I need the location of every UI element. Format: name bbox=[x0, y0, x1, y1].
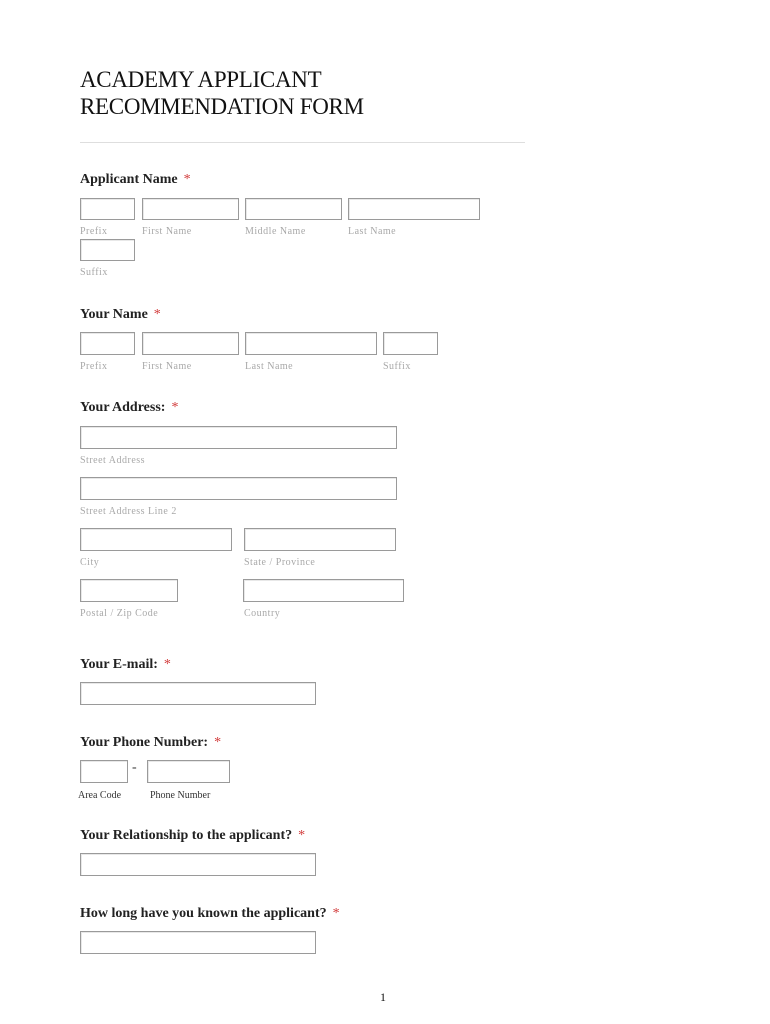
email-label bbox=[80, 657, 171, 673]
your-name-label-text: Your Name bbox=[80, 307, 148, 322]
applicant-prefix-sublabel: Prefix bbox=[80, 226, 108, 237]
required-asterisk: * bbox=[298, 828, 306, 843]
street-address-input[interactable] bbox=[80, 426, 397, 449]
phone-number-input[interactable] bbox=[147, 760, 230, 783]
applicant-middle-name-input[interactable] bbox=[245, 198, 342, 220]
required-asterisk: * bbox=[163, 657, 171, 672]
phone-number-sublabel: Phone Number bbox=[150, 790, 211, 801]
known-duration-label bbox=[80, 906, 340, 922]
your-prefix-sublabel: Prefix bbox=[80, 361, 108, 372]
applicant-middle-name-sublabel: Middle Name bbox=[245, 226, 306, 237]
phone-area-code-input[interactable] bbox=[80, 760, 128, 783]
country-select[interactable] bbox=[243, 579, 404, 602]
applicant-last-name-input[interactable] bbox=[348, 198, 480, 220]
email-label-text: Your E-mail: bbox=[80, 657, 158, 672]
relationship-label bbox=[80, 828, 305, 844]
applicant-first-name-input[interactable] bbox=[142, 198, 239, 220]
city-sublabel: City bbox=[80, 557, 100, 568]
your-last-name-input[interactable] bbox=[245, 332, 377, 355]
required-asterisk: * bbox=[183, 172, 191, 187]
applicant-suffix-input[interactable] bbox=[80, 239, 135, 261]
form-title bbox=[80, 66, 540, 120]
your-suffix-input[interactable] bbox=[383, 332, 438, 355]
address-label-text: Your Address: bbox=[80, 400, 166, 415]
postal-zip-input[interactable] bbox=[80, 579, 178, 602]
your-name-label bbox=[80, 307, 161, 323]
postal-zip-sublabel: Postal / Zip Code bbox=[80, 608, 159, 619]
title-divider bbox=[80, 142, 525, 143]
relationship-input[interactable] bbox=[80, 853, 316, 876]
email-input[interactable] bbox=[80, 682, 316, 705]
state-province-sublabel: State / Province bbox=[244, 557, 316, 568]
applicant-suffix-sublabel: Suffix bbox=[80, 267, 108, 278]
your-first-name-sublabel: First Name bbox=[142, 361, 192, 372]
required-asterisk: * bbox=[171, 400, 179, 415]
address-label bbox=[80, 400, 178, 416]
known-duration-label-text: How long have you known the applicant? bbox=[80, 906, 327, 921]
your-first-name-input[interactable] bbox=[142, 332, 239, 355]
country-sublabel: Country bbox=[244, 608, 281, 619]
required-asterisk: * bbox=[214, 735, 222, 750]
city-input[interactable] bbox=[80, 528, 232, 551]
form-title-line-1: ACADEMY APPLICANT bbox=[80, 67, 322, 92]
street-address-line-2-input[interactable] bbox=[80, 477, 397, 500]
your-last-name-sublabel: Last Name bbox=[245, 361, 294, 372]
required-asterisk: * bbox=[153, 307, 161, 322]
your-suffix-sublabel: Suffix bbox=[383, 361, 411, 372]
required-asterisk: * bbox=[332, 906, 340, 921]
relationship-label-text: Your Relationship to the applicant? bbox=[80, 828, 293, 843]
applicant-last-name-sublabel: Last Name bbox=[348, 226, 397, 237]
street-address-sublabel: Street Address bbox=[80, 455, 146, 466]
state-province-input[interactable] bbox=[244, 528, 396, 551]
known-duration-input[interactable] bbox=[80, 931, 316, 954]
page-number: 1 bbox=[380, 990, 386, 1004]
form-title-line-2: RECOMMENDATION FORM bbox=[80, 94, 364, 119]
applicant-name-label bbox=[80, 172, 191, 188]
phone-separator: - bbox=[132, 760, 137, 775]
phone-label-text: Your Phone Number: bbox=[80, 735, 209, 750]
phone-area-code-sublabel: Area Code bbox=[78, 790, 122, 801]
applicant-name-label-text: Applicant Name bbox=[80, 172, 178, 187]
street-address-line-2-sublabel: Street Address Line 2 bbox=[80, 506, 177, 517]
your-prefix-input[interactable] bbox=[80, 332, 135, 355]
applicant-first-name-sublabel: First Name bbox=[142, 226, 192, 237]
applicant-prefix-input[interactable] bbox=[80, 198, 135, 220]
phone-label bbox=[80, 735, 221, 751]
